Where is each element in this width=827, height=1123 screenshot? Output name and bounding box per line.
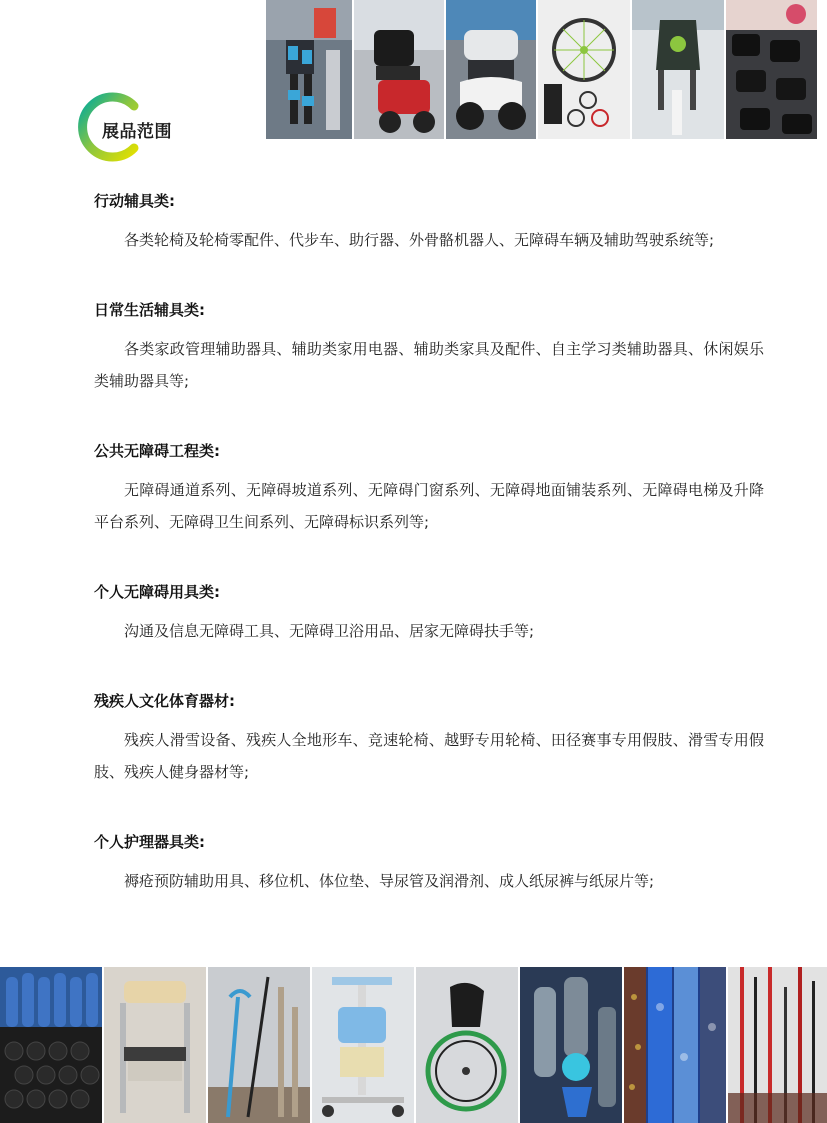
section-daily-living-aids [94,297,764,397]
section-body: 沟通及信息无障碍工具、无障碍卫浴用品、居家无障碍扶手等; [124,622,535,640]
photo-exoskeleton-robot [266,0,352,139]
top-photo-strip [266,0,827,139]
photo-sport-wheelchair [414,967,518,1123]
photo-walking-canes [206,967,310,1123]
photo-mobility-scooter [352,0,444,139]
section-public-accessibility [94,438,764,538]
section-title: 行动辅具类: [94,192,175,210]
photo-prosthetic-legs [630,0,724,139]
section-body: 残疾人滑雪设备、残疾人全地形车、竞速轮椅、越野专用轮椅、田径赛事专用假肢、滑雪专用假肢、残疾人健身器材等; [94,731,764,781]
section-personal-care [94,829,764,897]
section-title: 个人无障碍用具类: [94,583,220,601]
photo-wheelchair-wheels [536,0,630,139]
section-sports-culture [94,688,764,788]
photo-ski-poles [726,967,827,1123]
section-body: 各类家政管理辅助器具、辅助类家用电器、辅助类家具及配件、自主学习类辅助器具、休闲娱乐类辅助器具等; [94,340,764,390]
photo-prosthetic-knees [518,967,622,1123]
photo-smart-wheelchair [444,0,536,139]
photo-toilet-chair [102,967,206,1123]
photo-patient-lift [310,967,414,1123]
section-body: 各类轮椅及轮椅零配件、代步车、助行器、外骨骼机器人、无障碍车辆及辅助驾驶系统等; [124,231,715,249]
section-title: 公共无障碍工程类: [94,442,220,460]
bottom-photo-strip [0,967,827,1123]
page-title: 展品范围 [102,122,172,142]
exhibit-scope-content [94,188,764,938]
section-title: 个人护理器具类: [94,833,205,851]
section-title: 日常生活辅具类: [94,301,205,319]
section-body: 褥疮预防辅助用具、移位机、体位垫、导尿管及润滑剂、成人纸尿裤与纸尿片等; [124,872,655,890]
section-body: 无障碍通道系列、无障碍坡道系列、无障碍门窗系列、无障碍地面铺装系列、无障碍电梯及升降平台系列、无障碍卫生间系列、无障碍标识系列等; [94,481,764,531]
section-mobility-aids [94,188,764,256]
section-title: 残疾人文化体育器材: [94,692,235,710]
section-personal-accessibility [94,579,764,647]
photo-smart-watches [724,0,817,139]
photo-sport-textures [622,967,726,1123]
photo-prosthetic-feet [0,967,102,1123]
